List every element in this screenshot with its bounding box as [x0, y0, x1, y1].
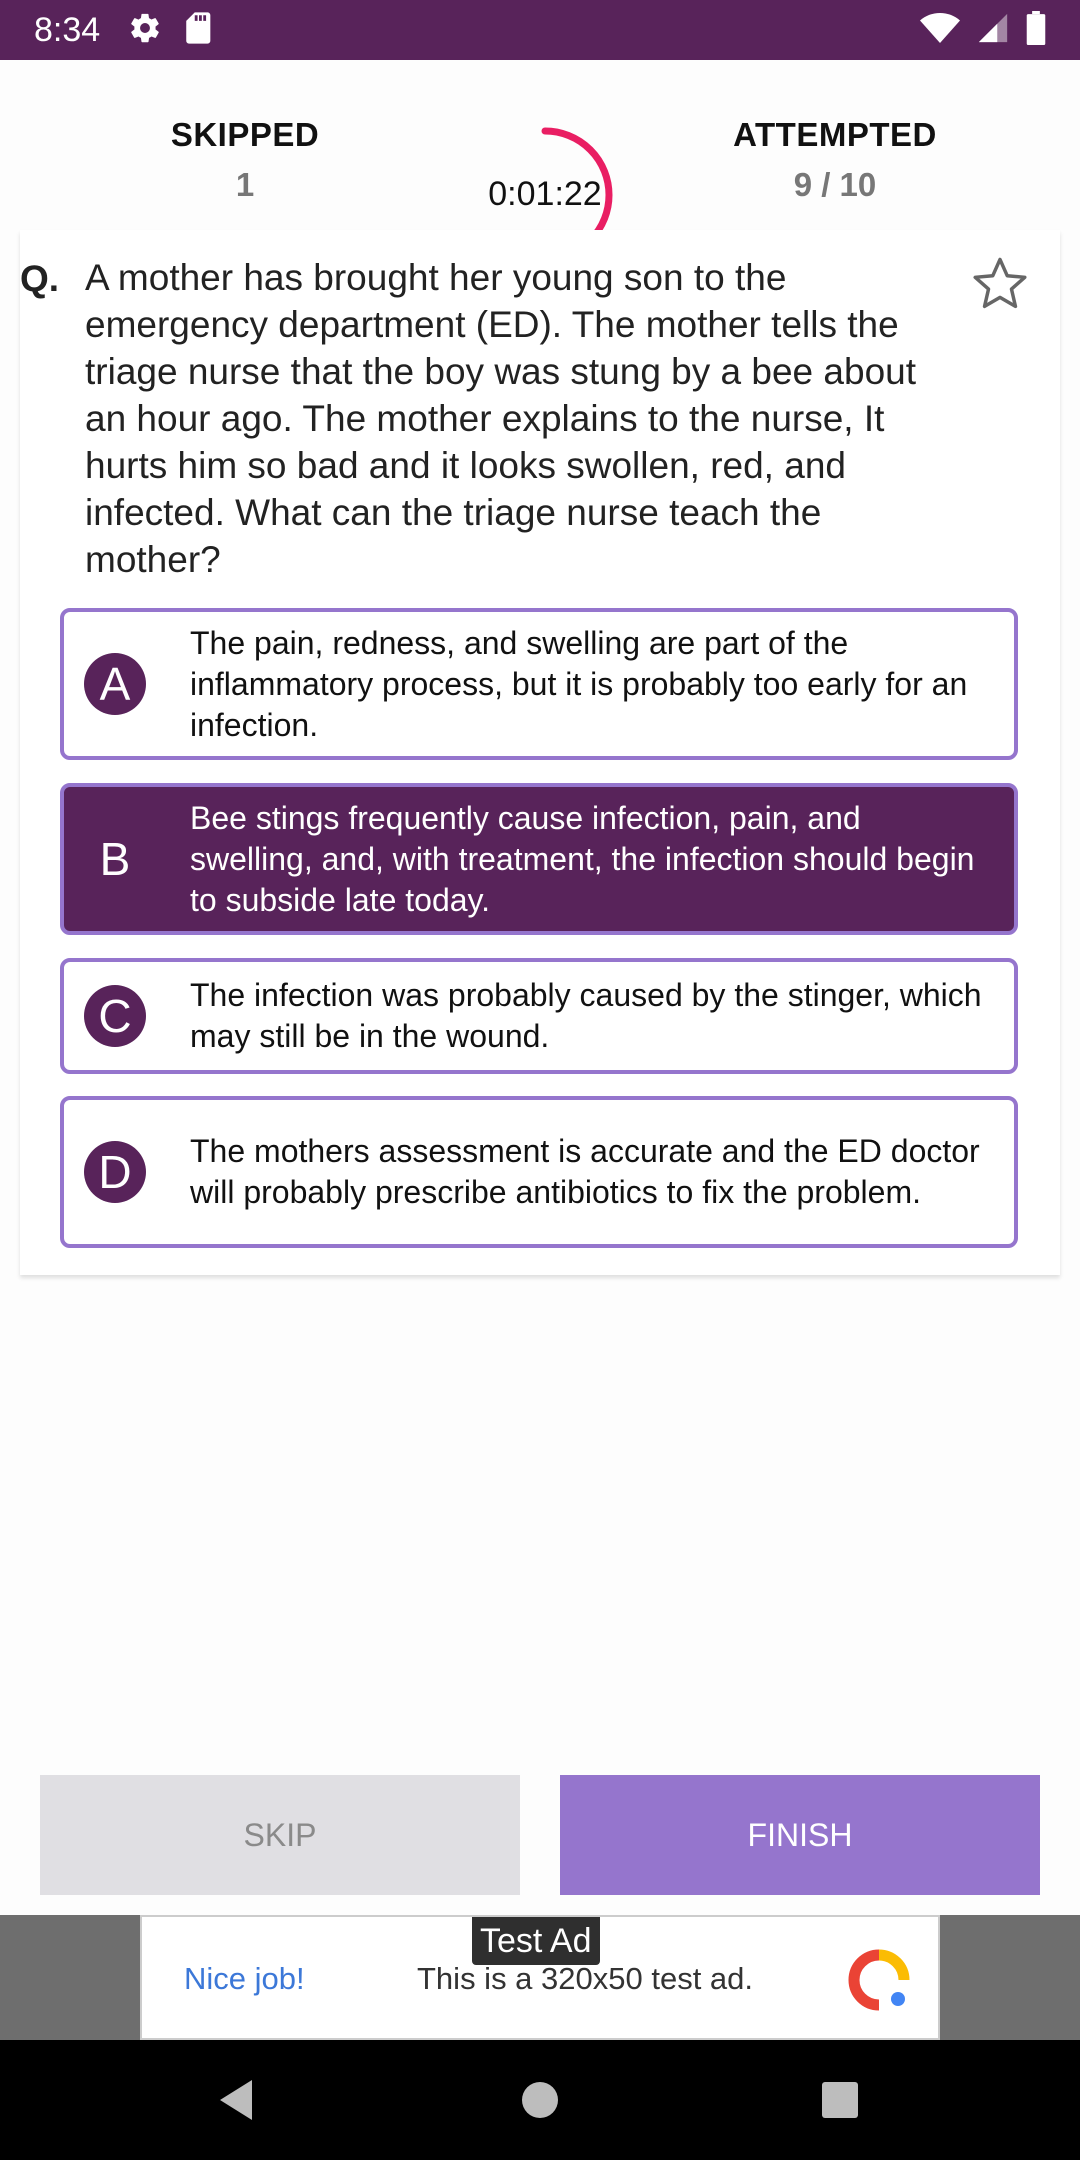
battery-icon [1026, 11, 1046, 50]
signal-icon [976, 11, 1010, 50]
question-prefix: Q. [20, 258, 60, 299]
question-card [20, 230, 1060, 1275]
skipped-stat [95, 116, 395, 204]
star-outline-icon[interactable] [968, 252, 1032, 316]
ad-banner-area [0, 1915, 1080, 2040]
option-d-text: The mothers assessment is accurate and the ED doctor will probably prescribe antibiotics to fix the problem. [190, 1133, 980, 1210]
sd-card-icon [184, 11, 214, 50]
home-icon[interactable] [522, 2082, 558, 2118]
skip-button[interactable]: SKIP [40, 1775, 520, 1895]
timer-text: 0:01:22 [488, 175, 602, 213]
status-bar [0, 0, 1080, 60]
question-text: A mother has brought her young son to the emergency department (ED). The mother tells the triage nurse that the boy was stung by a bee about an hour ago. The mother explains to the nurse, It hurts him so bad and it looks swollen, red, and infected. What can the triage nurse teach the mother? [85, 257, 917, 580]
recent-apps-icon[interactable] [822, 2082, 858, 2118]
option-c-letter: C [84, 985, 146, 1047]
attempted-count: 9 / 10 [793, 166, 877, 203]
ad-badge: Test Ad [472, 1917, 600, 1965]
quiz-stats-header [0, 60, 1080, 230]
ad-headline[interactable]: Nice job! [184, 1961, 305, 1996]
ad-logo-icon [846, 1947, 912, 2013]
option-a-text: The pain, redness, and swelling are part of the inflammatory process, but it is probably too early for an infection. [190, 624, 968, 743]
attempted-label: ATTEMPTED [733, 116, 937, 153]
wifi-icon [920, 11, 960, 50]
gear-icon [128, 11, 162, 50]
option-d-letter: D [84, 1141, 146, 1203]
option-b[interactable] [60, 783, 1018, 935]
ad-banner[interactable] [140, 1915, 940, 2040]
skipped-label: SKIPPED [170, 116, 320, 153]
back-icon[interactable] [216, 2078, 256, 2127]
status-time: 8:34 [34, 10, 101, 49]
option-b-letter: B [99, 833, 131, 885]
navigation-bar [0, 2040, 1080, 2160]
finish-button[interactable]: FINISH [560, 1775, 1040, 1895]
option-b-text: Bee stings frequently cause infection, pain, and swelling, and, with treatment, the infection should begin to subside late today. [190, 799, 975, 918]
attempted-stat [685, 116, 985, 204]
ad-description: This is a 320x50 test ad. [417, 1961, 754, 1996]
option-c[interactable] [60, 958, 1018, 1074]
option-c-text: The infection was probably caused by the stinger, which may still be in the wound. [190, 977, 982, 1054]
option-a-letter: A [84, 653, 146, 715]
option-d[interactable] [60, 1096, 1018, 1248]
option-a[interactable] [60, 608, 1018, 760]
skipped-count: 1 [235, 166, 255, 203]
